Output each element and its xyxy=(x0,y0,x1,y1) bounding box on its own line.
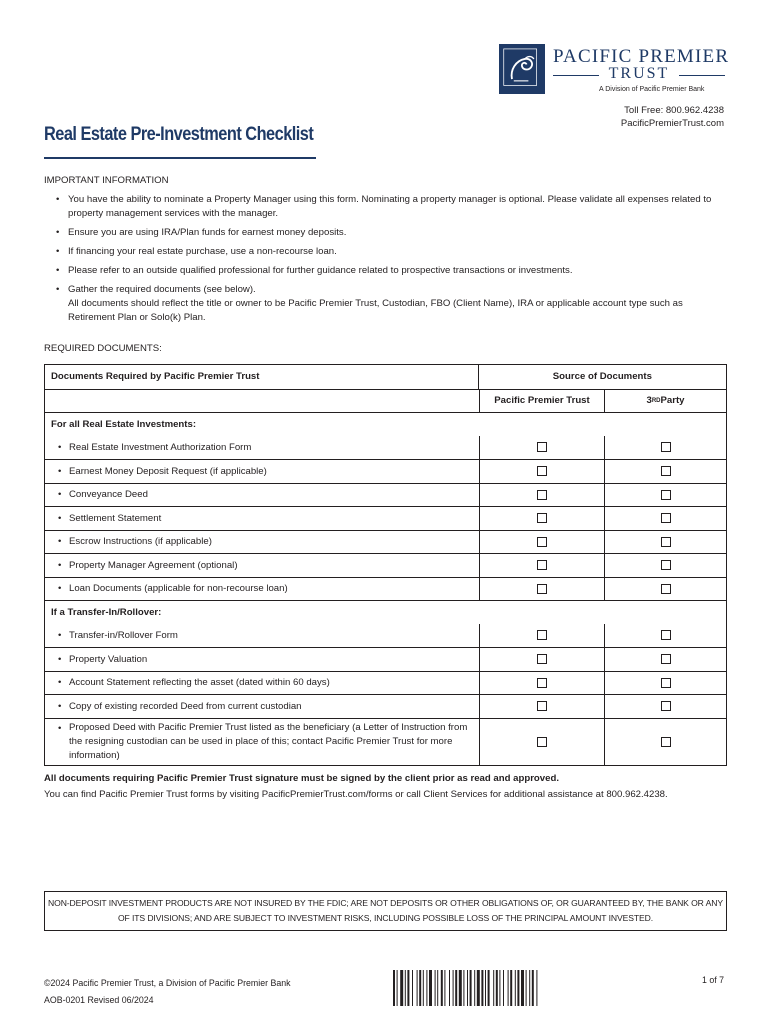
tp-cell xyxy=(604,507,726,530)
section-row-all-investments xyxy=(45,412,726,436)
footer-left xyxy=(44,975,291,1009)
documents-table xyxy=(44,364,727,766)
third-party-checkbox[interactable] xyxy=(661,537,671,547)
barcode xyxy=(393,970,607,1006)
list-item: • You have the ability to nominate a Property Manager using this form. Nominating a property manager is optional. Please validate all expenses related to property management services with the manager. xyxy=(56,193,726,221)
page-title: Real Estate Pre-Investment Checklist xyxy=(44,124,314,145)
third-party-label-sup: RD xyxy=(651,397,661,404)
pp-checkbox[interactable] xyxy=(537,560,547,570)
pp-cell xyxy=(479,484,604,507)
pp-checkbox[interactable] xyxy=(537,537,547,547)
docs-column-header: Documents Required by Pacific Premier Trust xyxy=(51,371,260,383)
third-party-checkbox[interactable] xyxy=(661,490,671,500)
pp-cell xyxy=(479,460,604,483)
tp-cell xyxy=(604,648,726,671)
list-item: • If financing your real estate purchase, use a non-recourse loan. xyxy=(56,245,726,259)
pp-cell xyxy=(479,507,604,530)
table-row xyxy=(45,530,726,554)
table-row xyxy=(45,671,726,695)
form-id: AOB-0201 Revised 06/2024 xyxy=(44,995,154,1005)
pp-checkbox[interactable] xyxy=(537,701,547,711)
forms-note: You can find Pacific Premier Trust forms by visiting PacificPremierTrust.com/forms or call Client Services for additional assistance at 800.962.4238. xyxy=(44,789,668,800)
third-party-checkbox[interactable] xyxy=(661,654,671,664)
list-item xyxy=(56,283,726,325)
third-party-checkbox[interactable] xyxy=(661,737,671,747)
document-name: • Account Statement reflecting the asset (dated within 60 days) xyxy=(45,672,479,695)
table-row xyxy=(45,506,726,530)
third-party-checkbox[interactable] xyxy=(661,442,671,452)
table-row xyxy=(45,718,726,765)
fdic-disclaimer: NON-DEPOSIT INVESTMENT PRODUCTS ARE NOT INSURED BY THE FDIC; ARE NOT DEPOSITS OR OTHER OBLIGATIONS OF, OR GUARANTEED BY, THE BANK OR ANY OF ITS DIVISIONS; AND ARE SUBJECT TO INVESTMENT RISKS, INCLUDING POSSIBLE LOSS OF THE PRINCIPAL AMOUNT INVESTED. xyxy=(44,891,727,931)
pp-checkbox[interactable] xyxy=(537,654,547,664)
contact-info xyxy=(621,104,724,130)
third-party-checkbox[interactable] xyxy=(661,513,671,523)
tp-cell xyxy=(604,624,726,648)
third-party-checkbox[interactable] xyxy=(661,560,671,570)
list-item: • Please refer to an outside qualified professional for further guidance related to prospective transactions or investments. xyxy=(56,264,726,278)
section2-rows xyxy=(45,624,726,718)
pp-checkbox[interactable] xyxy=(537,737,547,747)
important-heading: IMPORTANT INFORMATION xyxy=(44,175,169,186)
pp-checkbox[interactable] xyxy=(537,513,547,523)
section-row-transfer xyxy=(45,600,726,624)
brand-logo xyxy=(499,44,729,96)
pp-cell xyxy=(479,578,604,601)
pp-cell xyxy=(479,648,604,671)
table-row xyxy=(45,647,726,671)
document-name: • Conveyance Deed xyxy=(45,484,479,507)
pp-cell xyxy=(479,672,604,695)
required-heading: REQUIRED DOCUMENTS: xyxy=(44,343,162,354)
third-party-column-header xyxy=(604,390,726,413)
table-row xyxy=(45,436,726,460)
third-party-checkbox[interactable] xyxy=(661,701,671,711)
copyright: ©2024 Pacific Premier Trust, a Division of Pacific Premier Bank xyxy=(44,978,291,988)
pp-cell xyxy=(479,695,604,718)
document-name: • Earnest Money Deposit Request (if applicable) xyxy=(45,460,479,483)
table-row xyxy=(45,553,726,577)
list-item-detail: All documents should reflect the title or owner to be Pacific Premier Trust, Custodian, FBO (Client Name), IRA or applicable account type such as Retirement Plan or Solo(k) Plan. xyxy=(68,298,683,323)
tp-cell xyxy=(604,554,726,577)
tp-cell xyxy=(604,695,726,718)
table-row xyxy=(45,483,726,507)
pp-cell xyxy=(479,719,604,765)
tp-cell xyxy=(604,460,726,483)
brand-rule-right xyxy=(679,75,725,76)
table-row xyxy=(45,694,726,718)
document-name: • Transfer-in/Rollover Form xyxy=(45,624,479,648)
pelican-logo-icon xyxy=(499,44,545,94)
page-number: 1 of 7 xyxy=(701,975,724,985)
table-subheader-row xyxy=(45,389,726,413)
third-party-checkbox[interactable] xyxy=(661,584,671,594)
toll-free-number: Toll Free: 800.962.4238 xyxy=(624,105,724,116)
third-party-label-text: Party xyxy=(660,395,685,407)
brand-trust-row xyxy=(553,65,725,85)
section1-rows xyxy=(45,436,726,601)
section-title: For all Real Estate Investments: xyxy=(51,418,197,430)
pp-column-header: Pacific Premier Trust xyxy=(479,390,604,413)
document-name: • Property Manager Agreement (optional) xyxy=(45,554,479,577)
tp-cell xyxy=(604,719,726,765)
table-row xyxy=(45,459,726,483)
tp-cell xyxy=(604,436,726,460)
list-item-text: • Gather the required documents (see below). xyxy=(68,284,256,295)
list-item: • Ensure you are using IRA/Plan funds for earnest money deposits. xyxy=(56,226,726,240)
pp-checkbox[interactable] xyxy=(537,442,547,452)
document-name: • Real Estate Investment Authorization Form xyxy=(45,436,479,460)
pp-checkbox[interactable] xyxy=(537,584,547,594)
table-header-row xyxy=(45,365,726,389)
brand-trust: TRUST xyxy=(608,65,670,82)
source-column-header: Source of Documents xyxy=(478,365,726,389)
important-list xyxy=(56,193,726,330)
pp-cell xyxy=(479,531,604,554)
pp-cell xyxy=(479,436,604,460)
table-row xyxy=(45,577,726,601)
document-name: • Escrow Instructions (if applicable) xyxy=(45,531,479,554)
website-link[interactable]: PacificPremierTrust.com xyxy=(620,118,724,129)
table-header-spacer xyxy=(45,390,479,413)
pp-cell xyxy=(479,554,604,577)
third-party-checkbox[interactable] xyxy=(661,678,671,688)
document-name: • Proposed Deed with Pacific Premier Trust listed as the beneficiary (a Letter of Instruction from the resigning custodian can be used in place of this; contact Pacific Premier Trust for more information) xyxy=(45,719,479,765)
document-name: • Copy of existing recorded Deed from current custodian xyxy=(45,695,479,718)
pp-checkbox[interactable] xyxy=(537,678,547,688)
section-title: If a Transfer-In/Rollover: xyxy=(51,606,162,618)
third-party-checkbox[interactable] xyxy=(661,630,671,640)
signature-note: All documents requiring Pacific Premier Trust signature must be signed by the client prior as read and approved. xyxy=(44,773,559,784)
brand-division: A Division of Pacific Premier Bank xyxy=(599,86,705,93)
tp-cell xyxy=(604,531,726,554)
document-name: • Loan Documents (applicable for non-recourse loan) xyxy=(45,578,479,601)
third-party-label-num: 3 xyxy=(646,395,652,407)
title-underline xyxy=(44,157,316,159)
document-name: • Settlement Statement xyxy=(45,507,479,530)
pp-checkbox[interactable] xyxy=(537,630,547,640)
tp-cell xyxy=(604,578,726,601)
table-row xyxy=(45,624,726,648)
third-party-checkbox[interactable] xyxy=(661,466,671,476)
brand-name: PACIFIC PREMIER xyxy=(553,46,730,67)
pp-checkbox[interactable] xyxy=(537,466,547,476)
pp-checkbox[interactable] xyxy=(537,490,547,500)
tp-cell xyxy=(604,484,726,507)
pp-cell xyxy=(479,624,604,648)
document-name: • Property Valuation xyxy=(45,648,479,671)
tp-cell xyxy=(604,672,726,695)
